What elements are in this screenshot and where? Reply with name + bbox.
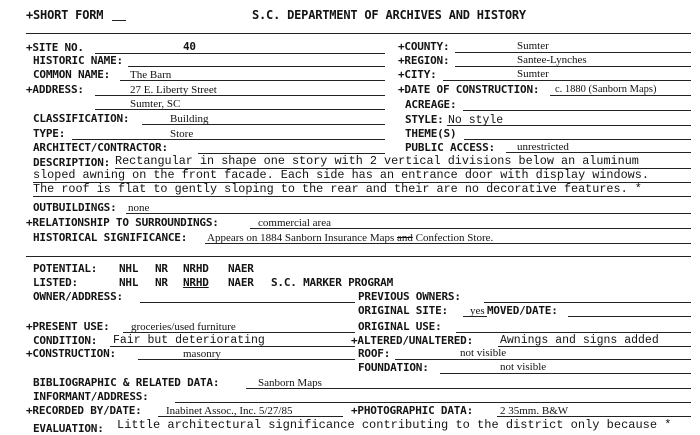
county-value: Sumter bbox=[517, 40, 549, 52]
construction-label: +CONSTRUCTION: bbox=[26, 347, 116, 360]
condition-line bbox=[110, 346, 355, 347]
historic-name-label: HISTORIC NAME: bbox=[33, 54, 123, 67]
agency-title: S.C. DEPARTMENT OF ARCHIVES AND HISTORY bbox=[252, 8, 526, 22]
historic-name-line bbox=[128, 66, 385, 67]
significance-label: HISTORICAL SIGNIFICANCE: bbox=[33, 231, 188, 244]
present-use-value: groceries/used furniture bbox=[131, 321, 236, 333]
classification-label: CLASSIFICATION: bbox=[33, 112, 130, 125]
acreage-label: ACREAGE: bbox=[405, 98, 457, 111]
owner-address-label: OWNER/ADDRESS: bbox=[33, 290, 123, 303]
site-no-label: +SITE NO. bbox=[26, 41, 84, 54]
short-form-blank bbox=[112, 20, 126, 21]
public-access-value: unrestricted bbox=[517, 141, 569, 153]
original-site-value: yes bbox=[470, 305, 485, 317]
relationship-label: +RELATIONSHIP TO SURROUNDINGS: bbox=[26, 216, 219, 229]
outbuildings-line bbox=[126, 213, 691, 214]
site-no-value: 40 bbox=[183, 40, 196, 53]
date-construction-label: +DATE OF CONSTRUCTION: bbox=[398, 83, 540, 96]
previous-owners-label: PREVIOUS OWNERS: bbox=[358, 290, 461, 303]
bibliographic-label: BIBLIOGRAPHIC & RELATED DATA: bbox=[33, 376, 220, 389]
site-no-line bbox=[95, 53, 385, 54]
informant-line bbox=[175, 402, 691, 403]
public-access-line bbox=[506, 152, 691, 153]
description-label: DESCRIPTION: bbox=[33, 156, 111, 169]
public-access-label: PUBLIC ACCESS: bbox=[405, 141, 495, 154]
moved-date-line bbox=[568, 316, 691, 317]
present-use-line bbox=[123, 332, 355, 333]
moved-date-label: MOVED/DATE: bbox=[487, 304, 558, 317]
address-line2-rule bbox=[95, 109, 385, 110]
listed-nrhd: NRHD bbox=[183, 276, 209, 289]
listed-label: LISTED: bbox=[33, 276, 78, 289]
construction-value: masonry bbox=[183, 348, 221, 360]
marker-label: S.C. MARKER PROGRAM bbox=[271, 276, 394, 289]
original-site-label: ORIGINAL SITE: bbox=[358, 304, 448, 317]
short-form-label: +SHORT FORM bbox=[26, 8, 104, 22]
county-label: +COUNTY: bbox=[398, 40, 450, 53]
recorded-by-value: Inabinet Assoc., Inc. 5/27/85 bbox=[166, 405, 293, 417]
foundation-value: not visible bbox=[500, 361, 547, 373]
region-line bbox=[455, 66, 691, 67]
header-rule bbox=[26, 33, 691, 34]
theme-label: THEME(S) bbox=[405, 127, 457, 140]
original-site-line bbox=[463, 316, 487, 317]
acreage-line bbox=[463, 110, 691, 111]
architect-label: ARCHITECT/CONTRACTOR: bbox=[33, 141, 168, 154]
original-use-label: ORIGINAL USE: bbox=[358, 320, 442, 333]
potential-naer: NAER bbox=[228, 262, 254, 275]
significance-line bbox=[205, 243, 691, 244]
photographic-value: 2 35mm. B&W bbox=[500, 405, 569, 417]
potential-nhl: NHL bbox=[119, 262, 139, 275]
mid-rule bbox=[26, 256, 691, 257]
style-line bbox=[447, 125, 691, 126]
listed-nhl: NHL bbox=[119, 276, 139, 289]
photographic-line bbox=[497, 416, 691, 417]
region-label: +REGION: bbox=[398, 54, 450, 67]
address-line2: Sumter, SC bbox=[130, 98, 181, 110]
construction-line bbox=[138, 359, 355, 360]
recorded-by-label: +RECORDED BY/DATE: bbox=[26, 404, 142, 417]
date-construction-value: c. 1880 (Sanborn Maps) bbox=[555, 84, 657, 95]
listed-naer: NAER bbox=[228, 276, 254, 289]
foundation-line bbox=[440, 373, 691, 374]
bibliographic-line bbox=[246, 388, 691, 389]
significance-text-b: Confection Store. bbox=[415, 232, 494, 244]
recorded-by-line bbox=[158, 416, 343, 417]
bibliographic-value: Sanborn Maps bbox=[258, 377, 322, 389]
type-line bbox=[72, 139, 385, 140]
condition-value: Fair but deteriorating bbox=[113, 334, 265, 347]
present-use-label: +PRESENT USE: bbox=[26, 320, 110, 333]
photographic-label: +PHOTOGRAPHIC DATA: bbox=[351, 404, 474, 417]
address-line1: 27 E. Liberty Street bbox=[130, 84, 217, 96]
evaluation-value: Little architectural significance contributing to the district only because * bbox=[117, 418, 672, 432]
potential-nr: NR bbox=[155, 262, 168, 275]
roof-line bbox=[395, 359, 691, 360]
altered-value: Awnings and signs added bbox=[500, 334, 659, 347]
significance-struck-word: and bbox=[397, 232, 413, 244]
roof-label: ROOF: bbox=[358, 347, 391, 360]
city-label: +CITY: bbox=[398, 68, 437, 81]
informant-label: INFORMANT/ADDRESS: bbox=[33, 390, 149, 403]
relationship-line bbox=[250, 228, 691, 229]
description-line-1: Rectangular in shape one story with 2 vertical divisions below an aluminum bbox=[115, 154, 639, 168]
listed-nr: NR bbox=[155, 276, 168, 289]
address-label: +ADDRESS: bbox=[26, 83, 84, 96]
potential-label: POTENTIAL: bbox=[33, 262, 98, 275]
original-use-line bbox=[456, 332, 691, 333]
roof-value: not visible bbox=[460, 347, 507, 359]
style-value: No style bbox=[448, 114, 504, 127]
type-value: Store bbox=[170, 128, 194, 140]
type-label: TYPE: bbox=[33, 127, 66, 140]
relationship-value: commercial area bbox=[258, 217, 331, 229]
address-line1-rule bbox=[95, 95, 385, 96]
common-name-value: The Barn bbox=[130, 69, 172, 81]
evaluation-label: EVALUATION: bbox=[33, 422, 104, 435]
description-line-2: sloped awning on the front facade. Each side has an entrance door with display windows. bbox=[33, 168, 649, 182]
region-value: Santee-Lynches bbox=[517, 54, 587, 66]
outbuildings-value: none bbox=[128, 202, 150, 214]
description-line-3: The roof is flat to gently sloping to the rear and their are no decorative features. * bbox=[33, 182, 642, 196]
significance-text-a: Appears on 1884 Sanborn Insurance Maps bbox=[207, 232, 395, 244]
outbuildings-label: OUTBUILDINGS: bbox=[33, 201, 117, 214]
theme-line bbox=[464, 139, 691, 140]
condition-label: CONDITION: bbox=[33, 334, 98, 347]
county-line bbox=[455, 52, 691, 53]
previous-owners-line bbox=[484, 302, 691, 303]
foundation-label: FOUNDATION: bbox=[358, 361, 429, 374]
common-name-label: COMMON NAME: bbox=[33, 68, 111, 81]
city-value: Sumter bbox=[517, 68, 549, 80]
description-rule-3 bbox=[33, 196, 691, 197]
classification-value: Building bbox=[170, 113, 209, 125]
altered-line bbox=[498, 346, 691, 347]
style-label: STYLE: bbox=[405, 113, 444, 126]
classification-line bbox=[142, 124, 385, 125]
city-line bbox=[443, 80, 691, 81]
owner-address-line bbox=[140, 302, 355, 303]
altered-label: +ALTERED/UNALTERED: bbox=[351, 334, 474, 347]
common-name-line bbox=[120, 80, 385, 81]
potential-nrhd: NRHD bbox=[183, 262, 209, 275]
date-construction-line bbox=[550, 95, 691, 96]
